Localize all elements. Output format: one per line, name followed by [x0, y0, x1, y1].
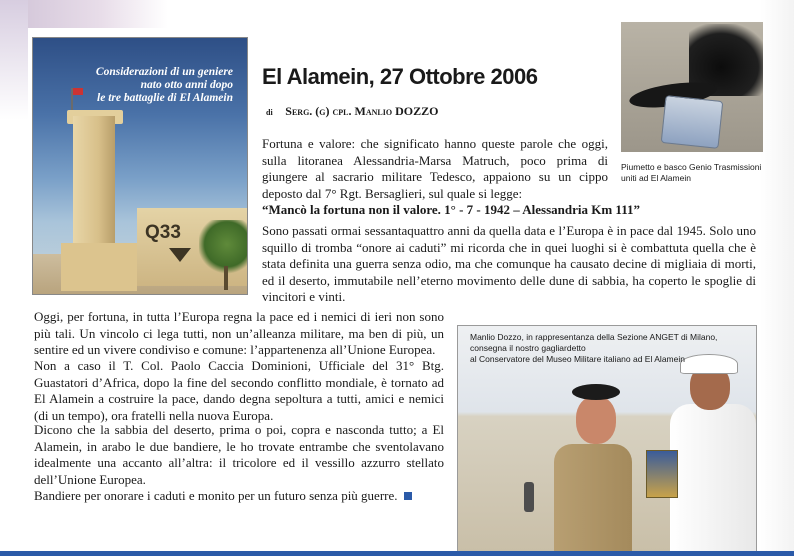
ceremony-photo	[457, 325, 757, 553]
tower-base	[61, 243, 137, 291]
beret-photo-caption	[621, 162, 771, 184]
caption-line: Piumetto e basco Genio Trasmissioni	[621, 162, 762, 172]
caption-line: Considerazioni di un geniere	[95, 66, 233, 78]
paragraph-1: Fortuna e valore: che significato hanno queste parole che oggi, sulla litoranea Alessandria-Marsa Matruch, poco prima di giungere al sacrario militare Tedesco, appaiono su un cippo deposto dal 7° Rgt. Bersaglieri, sul quale si legge:	[262, 136, 608, 201]
blue-square-icon	[404, 492, 412, 500]
byline-author: Serg. (g) cpl. Manlio DOZZO	[285, 104, 439, 118]
caption-line: nato otto anni dopo	[140, 79, 233, 91]
paragraph-3: Oggi, per fortuna, in tutta l’Europa regna la pace ed i nemici di ieri non sono più tali. Un vincolo ci lega tutti, non un’alleanza militare, ma ben di più, un sentire ed un vivere condiviso e comune: l’appartenenza all’Unione Europea.	[34, 309, 444, 358]
article-title: El Alamein, 27 Ottobre 2006	[262, 64, 538, 89]
caption-line: Manlio Dozzo, in rappresentanza della Sezione ANGET di Milano,	[470, 332, 718, 342]
caption-line: uniti ad El Alamein	[621, 173, 691, 183]
tree-trunk	[224, 266, 228, 290]
person-civilian-head	[576, 396, 616, 444]
person-civilian-body	[554, 444, 632, 553]
triangle-marker-icon	[169, 248, 191, 262]
beret	[572, 384, 620, 400]
monument-text: Q33	[145, 222, 181, 243]
person-officer-body	[670, 404, 756, 553]
corner-decoration-vertical	[0, 0, 28, 120]
monument-photo	[32, 37, 248, 295]
insignia-badge	[661, 95, 724, 149]
pennant-icon	[646, 450, 678, 498]
paragraph-6-text: Bandiere per onorare i caduti e monito per un futuro senza più guerre.	[34, 488, 398, 503]
paragraph-4: Non a caso il T. Col. Paolo Caccia Dominioni, Ufficiale del 31° Btg. Guastatori d’Africa, dopo la fine del secondo conflitto mondiale, è tornato ad El Alamein a costruire la pace, dando degna sepoltura a tutti, amici e nemici (di un tempo), ora fratelli nella nuova Europa.	[34, 358, 444, 423]
beret-photo	[621, 22, 763, 152]
paragraph-5: Dicono che la sabbia del deserto, prima o poi, copra e nasconda tutto; a El Alamein, in arabo le due bandiere, le ho trovate entrambe che sventolavano idealmente una accanto all’altra: il tricolore ed il vessillo azzurro stellato dell’Unione Europea.	[34, 422, 444, 487]
background-figure	[524, 482, 534, 512]
inscription-quote: “Mancò la fortuna non il valore. 1° - 7 - 1942 – Alessandria Km 111”	[262, 202, 640, 217]
caption-line: al Conservatore del Museo Militare italiano ad El Alamein	[470, 354, 685, 364]
paragraph-6	[34, 488, 444, 505]
ceremony-photo-caption	[470, 332, 740, 365]
byline	[266, 104, 438, 119]
paragraph-2: Sono passati ormai sessantaquattro anni da quella data e l’Europa è in pace dal 1945. Solo uno squillo di tromba “onore ai caduti” mi ricorda che in quei luoghi si è combattuta quella che è stata definita una guerra senza odio, ma che comunque ha causato decine di migliaia di morti, ed il deserto, immutabile nell’eterno movimento delle dune di sabbia, ha coperto le spoglie di vincitori e vinti.	[262, 223, 756, 304]
page-edge	[760, 0, 794, 556]
caption-line: consegna il nostro gagliardetto	[470, 343, 586, 353]
bottom-rule	[0, 551, 794, 556]
caption-line: le tre battaglie di El Alamein	[97, 92, 233, 104]
photo-caption	[53, 66, 233, 105]
byline-prefix: di	[266, 108, 273, 117]
